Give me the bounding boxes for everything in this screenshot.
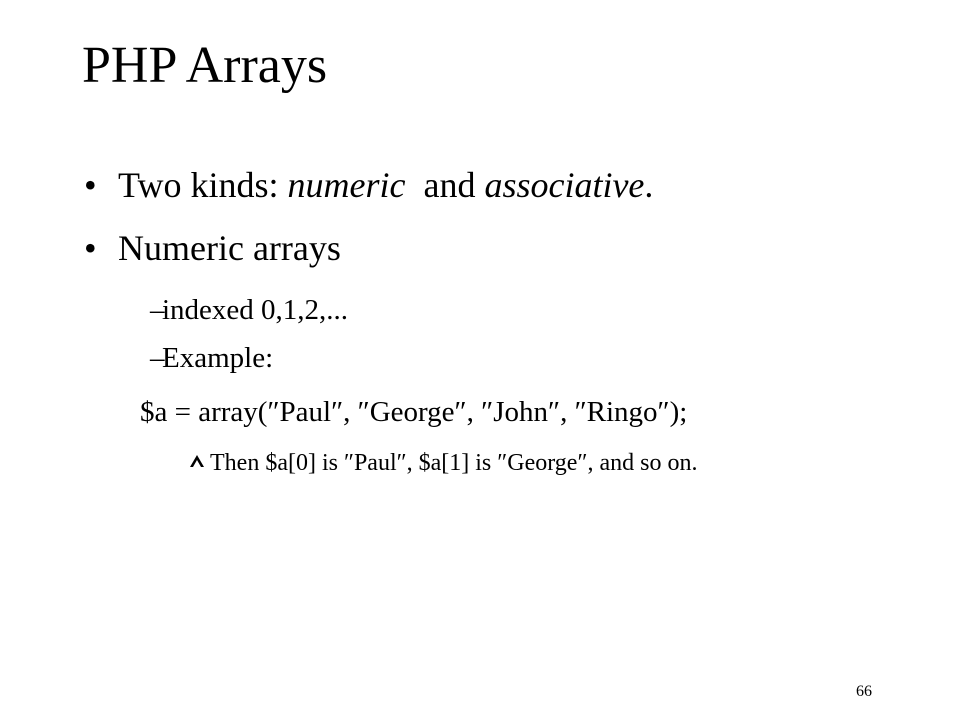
bullet-numeric-arrays: Numeric arrays xyxy=(118,228,341,268)
bullet-kinds-text-after: . xyxy=(644,165,654,205)
bullet-kinds xyxy=(118,163,653,207)
associative-term: associative xyxy=(484,165,645,205)
bullet-kinds-text-middle: and xyxy=(423,165,485,205)
caret-bullet-icon xyxy=(188,446,206,476)
sub-bullet-indexed: indexed 0,1,2,... xyxy=(162,294,349,326)
sub-bullet-example: Example: xyxy=(162,342,274,374)
bullet-kinds-text-before: Two kinds: xyxy=(118,165,288,205)
sub-bullet-marker: – xyxy=(150,294,165,326)
page-number: 66 xyxy=(856,683,872,700)
bullet-marker: • xyxy=(84,228,97,268)
sub-bullet-marker: – xyxy=(150,342,165,374)
code-example-line: $a = array(″Paul″, ″George″, ″John″, ″Ringo″); xyxy=(140,396,688,428)
bullet-marker: • xyxy=(84,165,97,205)
sub-sub-bullet-then: Then $a[0] is ″Paul″, $a[1] is ″George″, and so on. xyxy=(210,450,698,476)
numeric-term: numeric xyxy=(287,165,406,205)
slide-title: PHP Arrays xyxy=(82,37,328,94)
